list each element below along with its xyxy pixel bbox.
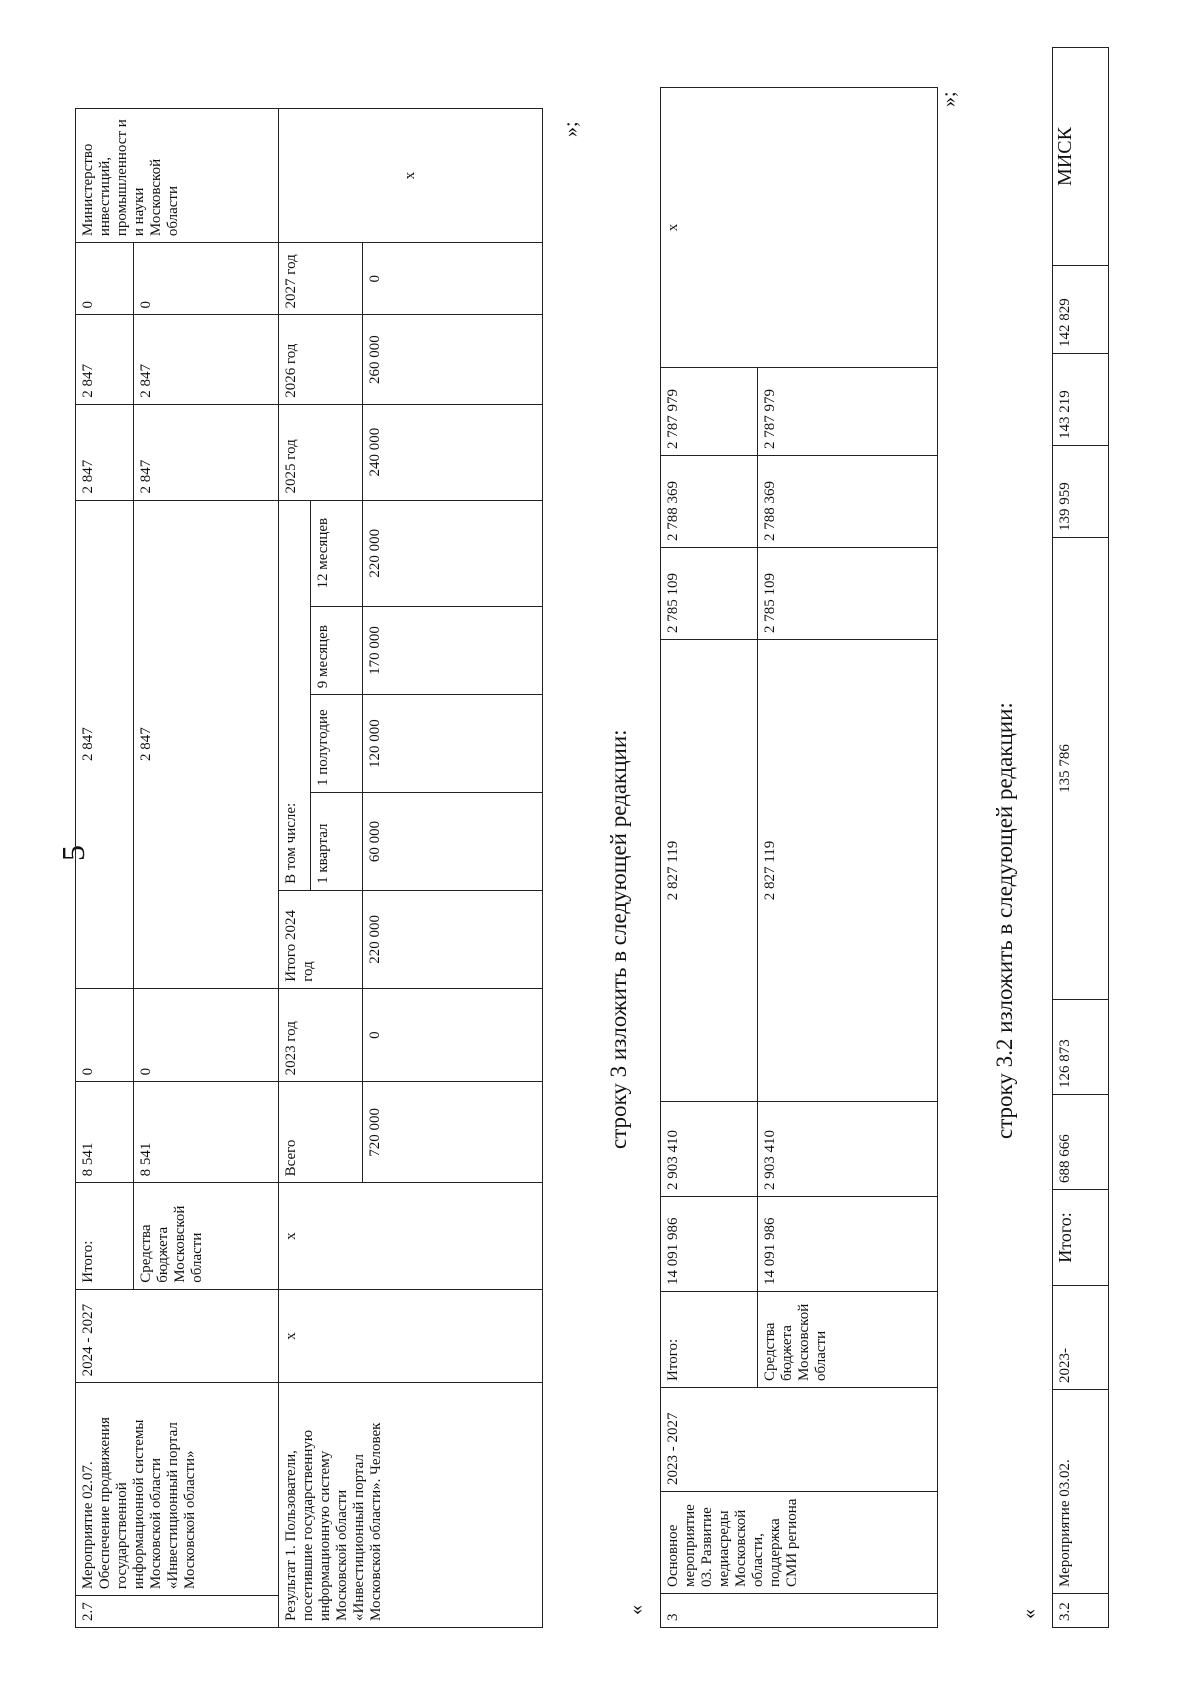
source-label: Итого: — [76, 1183, 134, 1289]
value-2024: 2 827 119 — [758, 640, 938, 1102]
value-2023: 126 873 — [1053, 1000, 1109, 1095]
period: 2024 - 2027 — [76, 1289, 279, 1383]
value-2027: 0 — [363, 243, 543, 315]
value-2027: 0 — [134, 243, 279, 315]
total-value: 14 091 986 — [661, 1197, 758, 1292]
header-itogo-2024: Итого 2024 год — [279, 890, 363, 988]
value-2025: 139 959 — [1053, 446, 1109, 538]
header-half-year: 1 полугодие — [311, 695, 363, 793]
header-2026: 2026 год — [279, 315, 363, 404]
total-value: 14 091 986 — [758, 1197, 938, 1292]
closing-quote: »; — [938, 91, 960, 107]
header-total: Всего — [279, 1082, 363, 1183]
responsible: Министерство инвестиций, промышленност и и науки Московской области — [76, 109, 279, 243]
opening-quote: « — [1018, 1609, 1040, 1619]
row-number: 3 — [661, 1594, 938, 1628]
value-2023: 0 — [134, 988, 279, 1082]
value-2027: 2 787 979 — [758, 368, 938, 456]
value-2023: 0 — [76, 988, 134, 1082]
value-2027: 0 — [76, 243, 134, 315]
value-2026: 143 219 — [1053, 354, 1109, 446]
opening-quote: « — [625, 1605, 647, 1615]
responsible: МИСК — [1053, 48, 1109, 266]
period: 2023- — [1053, 1286, 1109, 1390]
table-row — [76, 109, 134, 1628]
header-9-months: 9 месяцев — [311, 606, 363, 694]
table-row — [661, 88, 758, 1628]
source-label: Средства бюджета Московской области — [134, 1183, 279, 1289]
value-2025: 240 000 — [363, 404, 543, 500]
source-label: Средства бюджета Московской области — [758, 1292, 938, 1388]
value-2025: 2 785 109 — [661, 548, 758, 640]
value-2027: 142 829 — [1053, 266, 1109, 354]
value-half-year: 120 000 — [363, 695, 543, 793]
value-2023: 2 903 410 — [661, 1102, 758, 1197]
result-text: Результат 1. Пользователи, посетившие государственную информационную систему Московской области «Инвестиционный портал Московской области». Человек — [279, 1383, 543, 1628]
closing-quote: »; — [560, 121, 582, 137]
value-2024: 2 847 — [134, 500, 279, 988]
header-2025: 2025 год — [279, 404, 363, 500]
header-including: В том числе: — [279, 500, 311, 890]
x-mark: х — [279, 109, 543, 243]
total-value: 688 666 — [1053, 1095, 1109, 1190]
value-2026: 2 788 369 — [758, 456, 938, 548]
source-label: Итого: — [1053, 1190, 1109, 1286]
measure-name: Основное мероприятие 03. Развитие медиасреды Московской области, поддержка СМИ региона — [661, 1492, 938, 1594]
header-2023: 2023 год — [279, 988, 363, 1082]
value-2025: 2 847 — [134, 404, 279, 500]
value-2026: 260 000 — [363, 315, 543, 404]
value-itogo-2024: 220 000 — [363, 890, 543, 988]
table-row-3 — [660, 87, 938, 1628]
page-number: 5 — [55, 845, 91, 861]
total-value: 8 541 — [76, 1082, 134, 1183]
measure-name: Мероприятие 03.02. — [1053, 1390, 1109, 1594]
value-2023: 0 — [363, 988, 543, 1082]
table-row — [1053, 48, 1109, 1628]
x-mark: х — [279, 1289, 543, 1383]
value-2026: 2 847 — [76, 315, 134, 404]
value-9-months: 170 000 — [363, 606, 543, 694]
value-12-months: 220 000 — [363, 500, 543, 606]
period: 2023 - 2027 — [661, 1388, 938, 1492]
header-12-months: 12 месяцев — [311, 500, 363, 606]
table-row-3-2 — [1052, 47, 1109, 1628]
value-2025: 2 847 — [76, 404, 134, 500]
x-mark: х — [279, 1183, 543, 1289]
value-2024: 135 786 — [1053, 538, 1109, 1000]
total-value: 8 541 — [134, 1082, 279, 1183]
value-2026: 2 788 369 — [661, 456, 758, 548]
row-number: 3.2 — [1053, 1594, 1109, 1628]
row-number: 2.7 — [76, 1596, 279, 1628]
x-mark: х — [661, 88, 938, 368]
heading-row-3-2: строку 3.2 изложить в следующей редакции: — [992, 702, 1017, 1139]
value-2024: 2 847 — [76, 500, 134, 988]
table-row — [279, 109, 311, 1628]
value-2025: 2 785 109 — [758, 548, 938, 640]
heading-row-3: строку 3 изложить в следующей редакции: — [606, 729, 631, 1149]
value-total: 720 000 — [363, 1082, 543, 1183]
value-2027: 2 787 979 — [661, 368, 758, 456]
value-2023: 2 903 410 — [758, 1102, 938, 1197]
value-q1: 60 000 — [363, 793, 543, 891]
value-2026: 2 847 — [134, 315, 279, 404]
measure-name: Мероприятие 02.07. Обеспечение продвижения государственной информационной системы Московской области «Инвестиционный портал Московской области» — [76, 1383, 279, 1596]
header-q1: 1 квартал — [311, 793, 363, 891]
table-measure-2-7 — [75, 108, 543, 1628]
header-2027: 2027 год — [279, 243, 363, 315]
value-2024: 2 827 119 — [661, 640, 758, 1102]
source-label: Итого: — [661, 1292, 758, 1388]
